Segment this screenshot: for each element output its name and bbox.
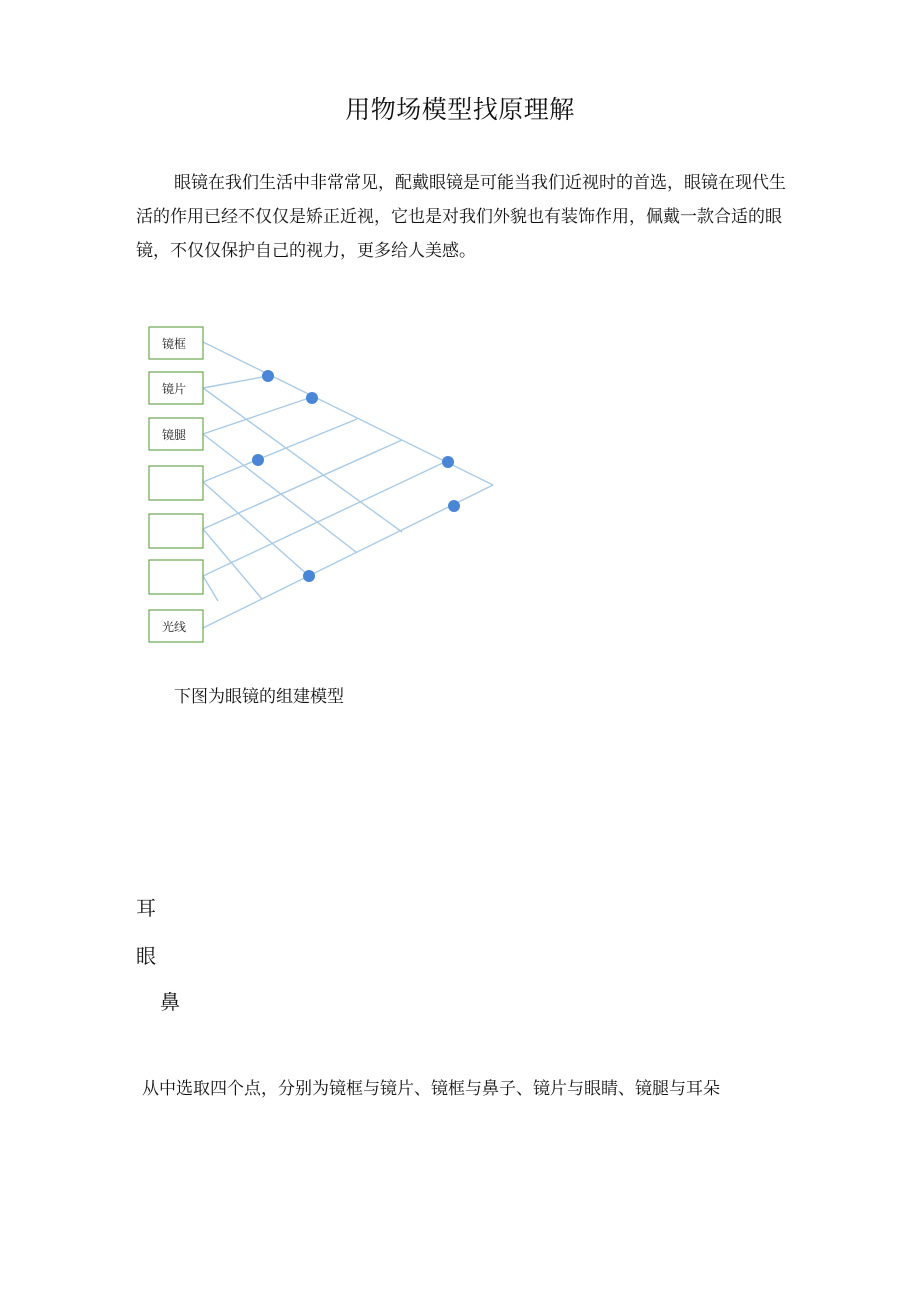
char-ear: 耳 xyxy=(136,896,156,920)
box-4 xyxy=(149,466,203,500)
label-lens: 镜片 xyxy=(162,382,187,396)
component-boxes xyxy=(149,327,203,642)
point-right-upper xyxy=(442,456,454,468)
diagram-caption: 下图为眼镜的组建模型 xyxy=(174,687,344,707)
point-lower xyxy=(303,570,315,582)
box-5 xyxy=(149,514,203,548)
intro-paragraph: 眼镜在我们生活中非常常见，配戴眼镜是可能当我们近视时的首选，眼镜在现代生活的作用已经不仅仅是矫正近视，它也是对我们外貌也有装饰作用，佩戴一款合适的眼镜，不仅仅保护自己的视力，更多给人美感。 xyxy=(136,173,786,261)
label-temple: 镜腿 xyxy=(162,428,187,442)
page-title: 用物场模型找原理解 xyxy=(345,95,575,124)
component-interaction-diagram xyxy=(140,318,500,653)
point-mid-left xyxy=(252,454,264,466)
char-nose: 鼻 xyxy=(160,990,180,1014)
label-light: 光线 xyxy=(162,620,187,634)
label-frame: 镜框 xyxy=(162,337,187,351)
point-right-lower xyxy=(448,500,460,512)
char-eye: 眼 xyxy=(136,944,156,968)
point-upper xyxy=(306,392,318,404)
box-6 xyxy=(149,560,203,594)
selected-points xyxy=(252,370,460,582)
diagram-grid-lines xyxy=(203,342,493,628)
selected-points-text: 从中选取四个点，分别为镜框与镜片、镜框与鼻子、镜片与眼睛、镜腿与耳朵 xyxy=(142,1079,720,1099)
point-frame-lens xyxy=(262,370,274,382)
